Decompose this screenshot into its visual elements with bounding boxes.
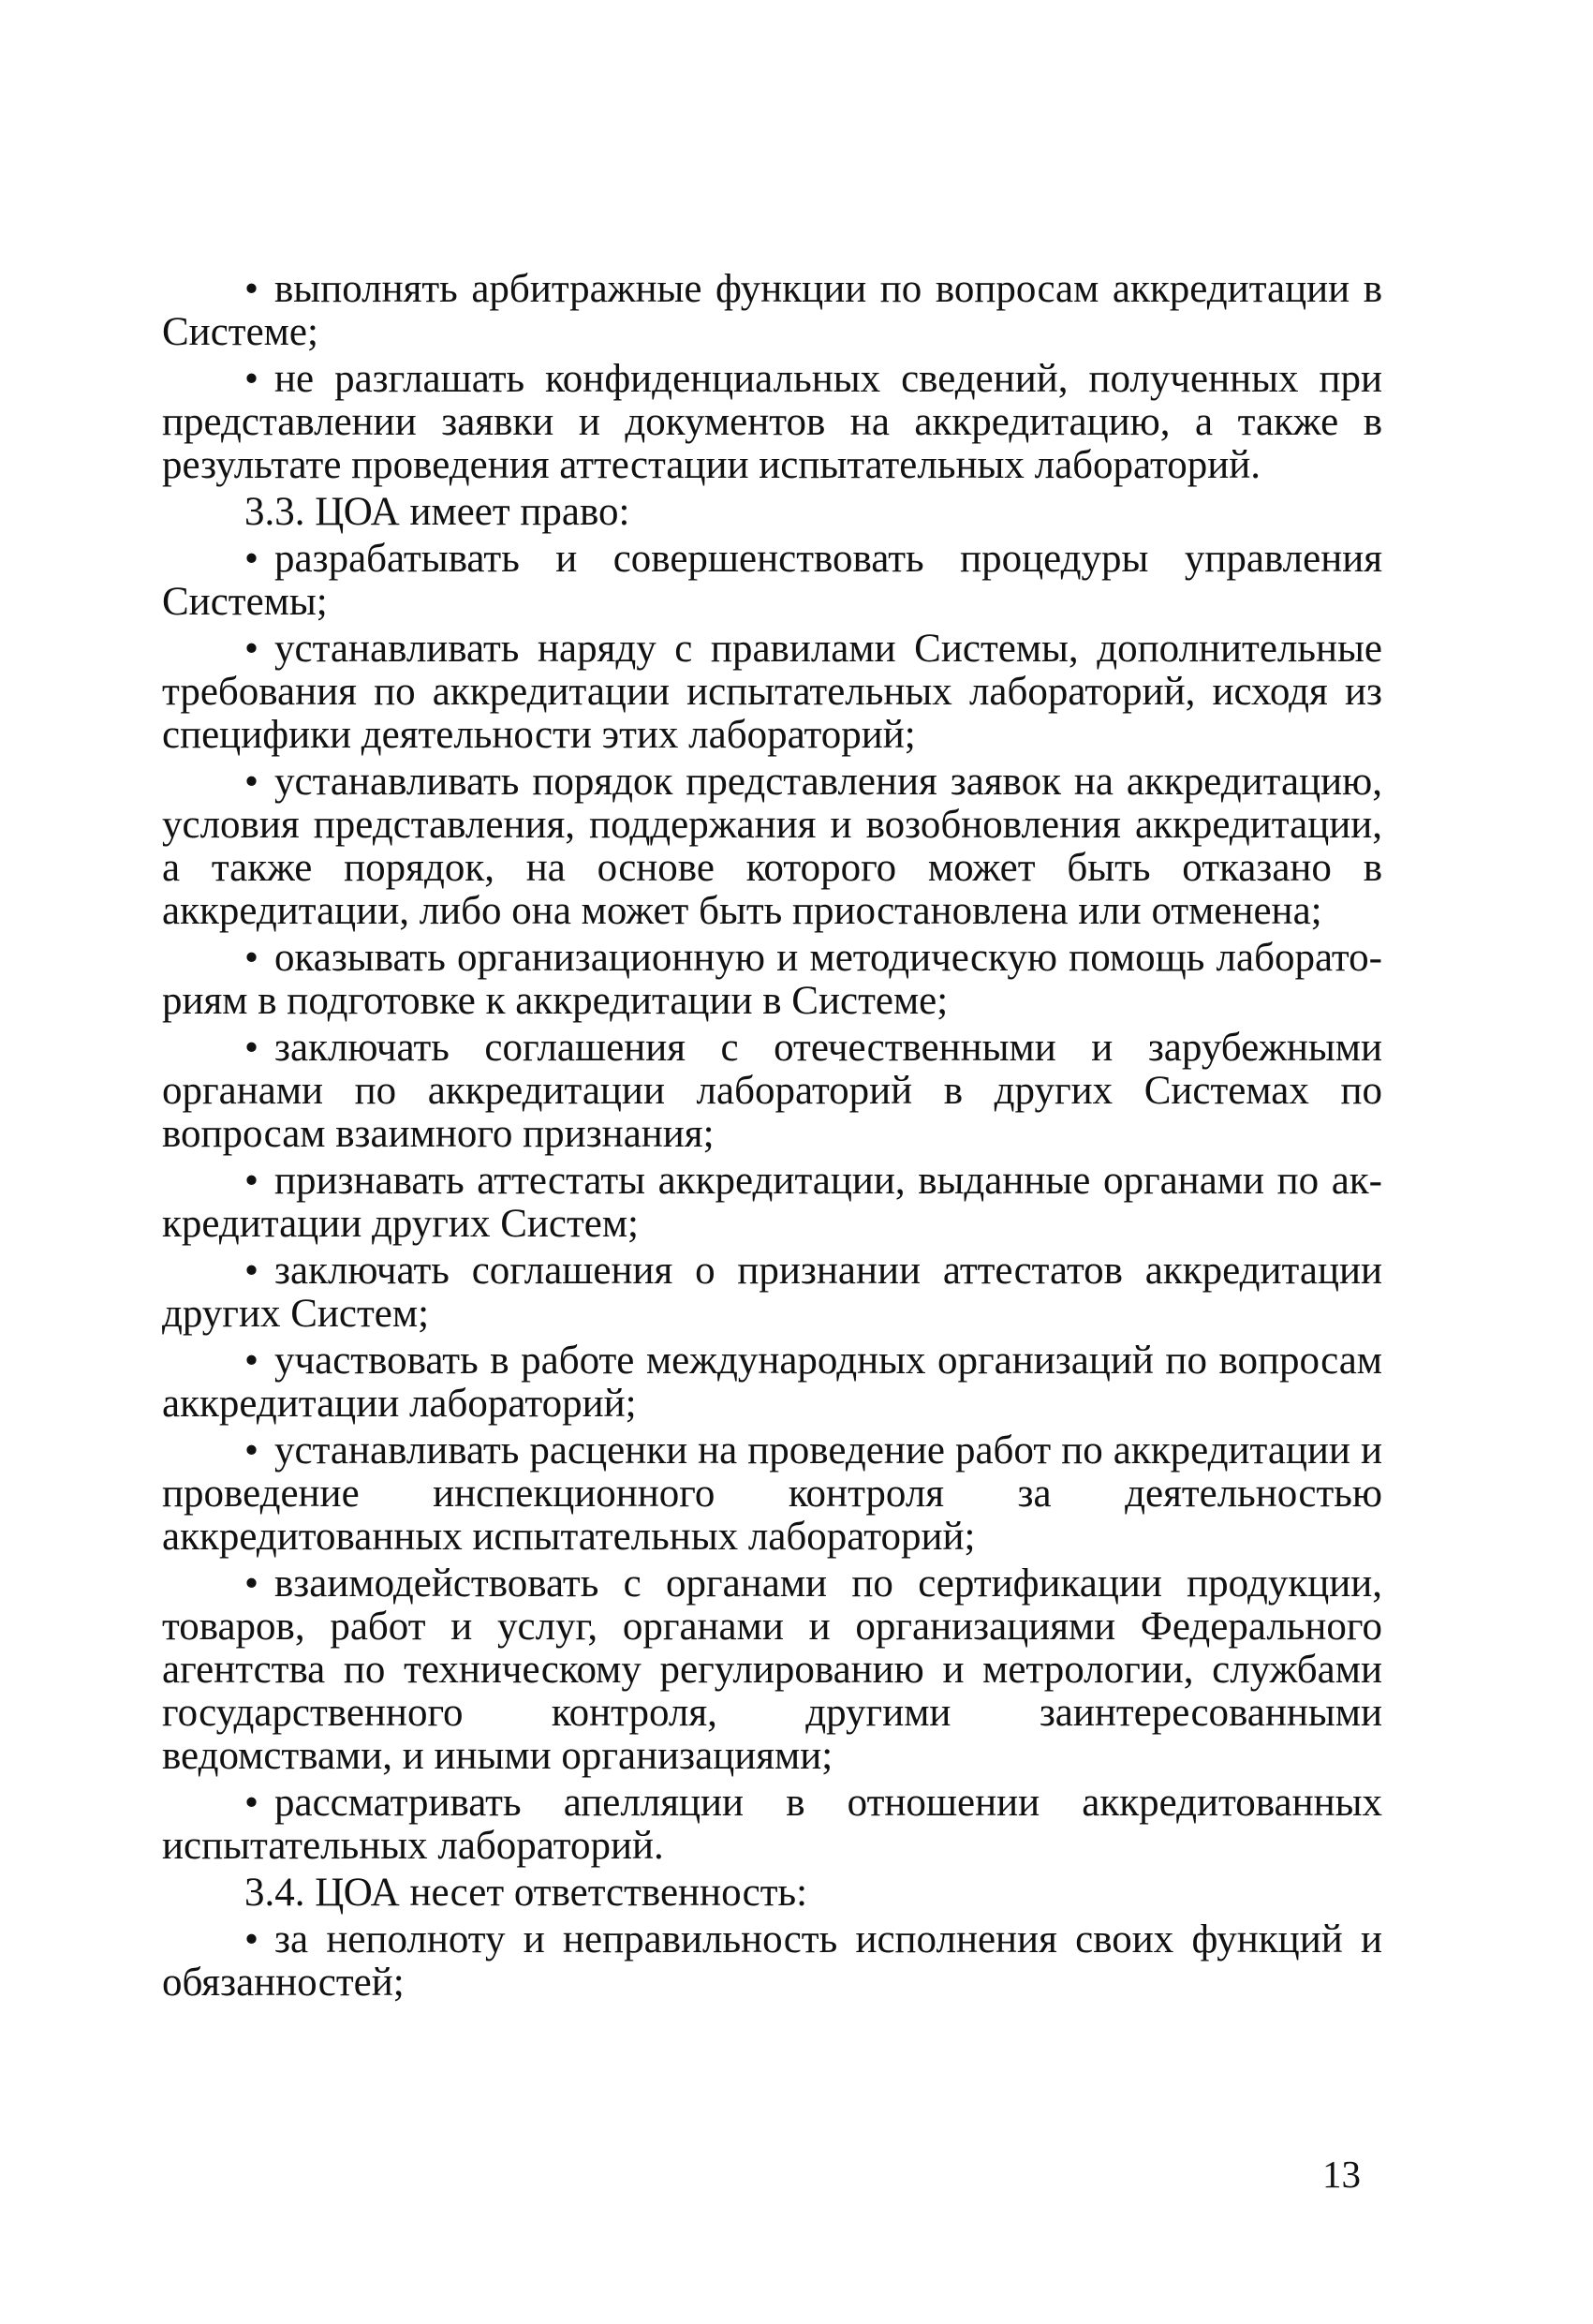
bullet-icon: • xyxy=(244,1428,259,1473)
list-item xyxy=(162,268,1382,354)
bullet-icon: • xyxy=(244,1339,259,1383)
list-item xyxy=(162,538,1382,624)
bullet-icon: • xyxy=(244,1917,259,1961)
list-item xyxy=(162,1250,1382,1336)
list-item xyxy=(162,358,1382,487)
list-item xyxy=(162,1562,1382,1778)
page-body xyxy=(162,268,1382,2008)
list-item-text: рассматривать апелляции в отношении аккредитованных испытательных лабораторий. xyxy=(162,1781,1382,1868)
section-heading: 3.3. ЦОА имеет право: xyxy=(244,490,630,534)
bullet-icon: • xyxy=(244,357,259,401)
list-item-text: устанавливать наряду с правилами Системы, дополнительные требования по аккредитации испытательных лабораторий, исходя из специфики деятельности этих лабораторий; xyxy=(162,627,1382,757)
list-item-text: заключать соглашения о признании аттестатов аккредитации других Систем; xyxy=(162,1249,1382,1336)
list-item-text: не разглашать конфиденциальных сведений, полученных при представлении заявки и документов на аккредитацию, а также в результате проведения аттестации испытательных лабораторий. xyxy=(162,357,1382,487)
list-item-text: участвовать в работе международных организаций по вопросам аккредитации лабораторий; xyxy=(162,1339,1382,1426)
list-item-text: признавать аттестаты аккредитации, выданные органами по аккредитации других Систем; xyxy=(162,1159,1382,1246)
list-item xyxy=(162,1027,1382,1156)
list-item xyxy=(162,1429,1382,1559)
list-item-text: выполнять арбитражные функции по вопросам аккредитации в Системе; xyxy=(162,267,1382,354)
bullet-icon: • xyxy=(244,1781,259,1825)
list-item xyxy=(162,937,1382,1023)
section-heading: 3.4. ЦОА несет ответственность: xyxy=(244,1871,808,1915)
list-item-text: взаимодействовать с органами по сертификации продукции, товаров, работ и услуг, органами и организациями Федерального агентства по техническому регулированию и метрологии, службами государственного контроля, другими заинтересованными ведомствами, и иными организациями; xyxy=(162,1562,1382,1778)
list-item xyxy=(162,1340,1382,1426)
list-item xyxy=(162,1782,1382,1868)
list-item xyxy=(162,761,1382,933)
bullet-icon: • xyxy=(244,1562,259,1606)
list-item-text: устанавливать порядок представления заявок на аккредитацию, условия представления, поддержания и возобновления аккредитации, а также порядок, на основе которого может быть отказано в аккредитации, либо она может быть приостановлена или отменена; xyxy=(162,760,1382,933)
list-item xyxy=(162,628,1382,757)
list-item xyxy=(162,1160,1382,1246)
bullet-icon: • xyxy=(244,936,259,980)
page-number: 13 xyxy=(1322,2153,1361,2196)
bullet-icon: • xyxy=(244,1159,259,1203)
bullet-icon: • xyxy=(244,1026,259,1070)
list-item-text: разрабатывать и совершенствовать процедуры управления Системы; xyxy=(162,537,1382,624)
list-item-text: за неполноту и неправильность исполнения своих функций и обязанностей; xyxy=(162,1917,1382,2005)
bullet-icon: • xyxy=(244,1249,259,1293)
bullet-icon: • xyxy=(244,267,259,311)
list-item-text: оказывать организационную и методическую помощь лабораториям в подготовке к аккредитации в Системе; xyxy=(162,936,1382,1023)
list-item-text: заключать соглашения с отечественными и зарубежными органами по аккредитации лабораторий в других Системах по вопросам взаимного признания; xyxy=(162,1026,1382,1156)
bullet-icon: • xyxy=(244,760,259,804)
list-item-text: устанавливать расценки на проведение работ по аккредитации и проведение инспекционного контроля за деятельностью аккредитованных испытательных лабораторий; xyxy=(162,1428,1382,1559)
list-item xyxy=(162,1918,1382,2005)
bullet-icon: • xyxy=(244,627,259,671)
bullet-icon: • xyxy=(244,537,259,581)
